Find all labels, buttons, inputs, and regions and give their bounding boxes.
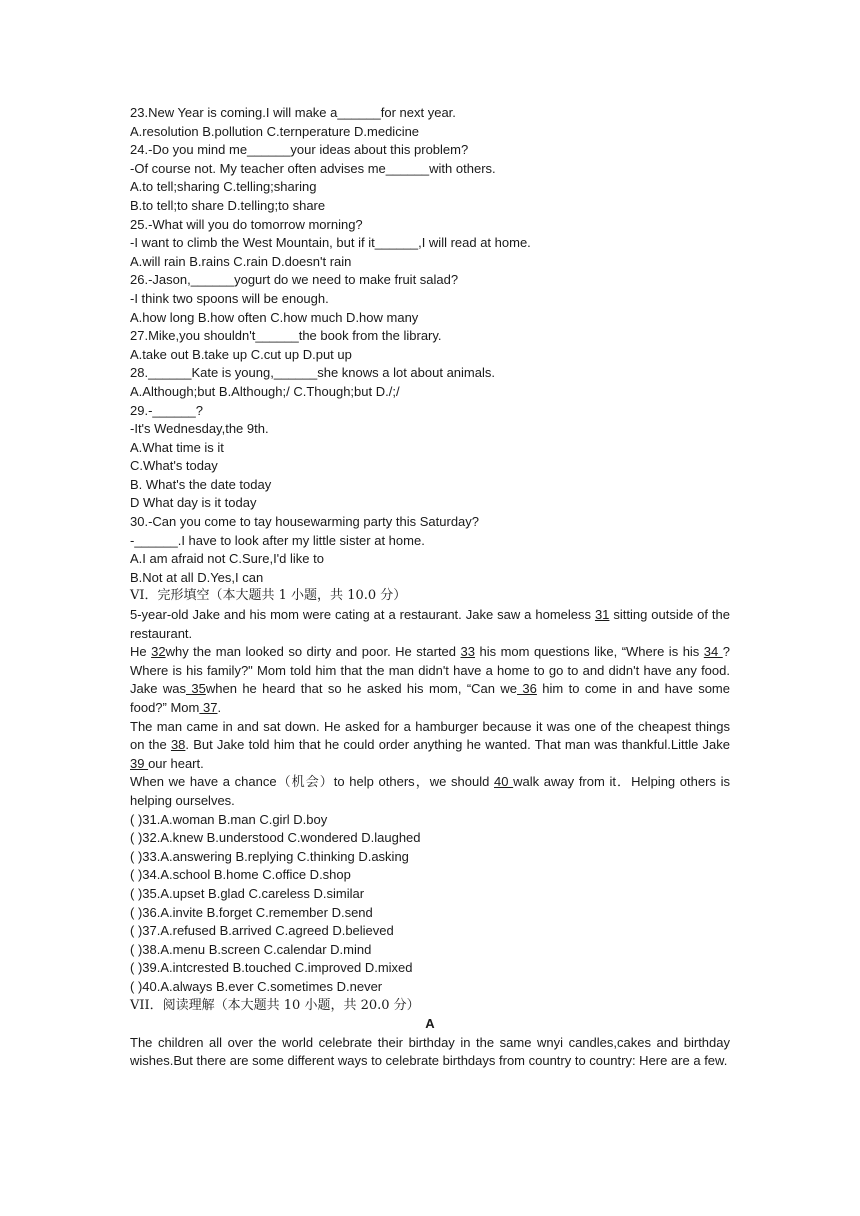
text-line: A.take out B.take up C.cut up D.put up <box>130 346 352 362</box>
text-line: 27.Mike,you shouldn't______the book from the library. <box>130 328 442 344</box>
reading-intro: The children all over the world celebrate their birthday in the same wnyi candles,cakes and birthday wishes.But there are some different ways to celebrate birthdays from country to country: Here are a few. <box>130 1034 730 1069</box>
passage-text: sitting outside of the restaurant. <box>130 607 730 641</box>
passage-text: When we have a chance（机会）to help others，we should <box>130 774 495 790</box>
grammar-questions <box>130 104 730 587</box>
passage-text: 5-year-old Jake and his mom were cating at a restaurant. Jake saw a homeless <box>130 607 595 623</box>
passage-text: when he heard that so he asked his mom, “Can we <box>205 681 518 697</box>
text-line: 29.-______? <box>130 402 204 418</box>
blank-36: 36 <box>517 681 537 697</box>
option-line: ( )36.A.invite B.forget C.remember D.send <box>130 904 373 920</box>
text-line: A.will rain B.rains C.rain D.doesn't rain <box>130 253 352 269</box>
blank-32: 32 <box>151 644 166 660</box>
option-line: ( )39.A.intcrested B.touched C.improved D.mixed <box>130 960 413 976</box>
option-line: ( )34.A.school B.home C.office D.shop <box>130 867 351 883</box>
cloze-paragraph-2 <box>130 643 730 717</box>
passage-text: him to come in and have some food?” Mom <box>130 681 730 715</box>
cloze-paragraph-4 <box>130 773 730 810</box>
option-line: ( )37.A.refused B.arrived C.agreed D.believed <box>130 923 394 939</box>
cloze-paragraph-1 <box>130 606 730 643</box>
text-line: A.What time is it <box>130 439 224 455</box>
passage-text: . But Jake told him that he could order anything he wanted. That man was thankful.Little Jake <box>185 737 730 753</box>
section-heading-cloze: VI．完形填空（本大题共 1 小题，共 10.0 分） <box>130 588 407 604</box>
text-line: 25.-What will you do tomorrow morning? <box>130 216 363 232</box>
section-heading-reading: VII．阅读理解（本大题共 10 小题，共 20.0 分） <box>130 997 420 1013</box>
blank-35: 35 <box>185 681 206 697</box>
option-line: ( )40.A.always B.ever C.sometimes D.never <box>130 978 383 994</box>
text-line: -It's Wednesday,the 9th. <box>130 421 269 437</box>
text-line: 23.New Year is coming.I will make a______for next year. <box>130 105 456 120</box>
passage-text: his mom questions like, “Where is his <box>474 644 704 660</box>
text-line: -______.I have to look after my little sister at home. <box>130 532 425 548</box>
passage-text: He <box>130 644 152 660</box>
blank-38: 38 <box>170 737 186 753</box>
text-line: C.What's today <box>130 458 218 474</box>
cloze-options <box>130 811 730 997</box>
option-line: ( )32.A.knew B.understood C.wondered D.laughed <box>130 830 421 846</box>
option-line: ( )31.A.woman B.man C.girl D.boy <box>130 811 328 827</box>
blank-33: 33 <box>460 644 475 660</box>
text-line: -Of course not. My teacher often advises me______with others. <box>130 160 496 176</box>
cloze-paragraph-3 <box>130 718 730 774</box>
option-line: ( )35.A.upset B.glad C.careless D.similar <box>130 885 365 901</box>
text-line: 26.-Jason,______yogurt do we need to make fruit salad? <box>130 272 459 288</box>
text-line: A.I am afraid not C.Sure,I'd like to <box>130 551 324 567</box>
passage-text: our heart. <box>148 755 204 771</box>
blank-39: 39 <box>130 755 149 771</box>
blank-40: 40 <box>494 774 514 790</box>
passage-text: The man came in and sat down. He asked for a hamburger because it was one of the cheapest things on the <box>130 718 730 753</box>
option-line: ( )33.A.answering B.replying C.thinking D.asking <box>130 848 409 864</box>
text-line: A.Although;but B.Although;/ C.Though;but D./;/ <box>130 383 400 399</box>
passage-text: ?Where is his family?" Mom told him that the man didn't have a home to go to and didn't have any food. Jake was <box>130 644 730 697</box>
text-line: 24.-Do you mind me______your ideas about this problem? <box>130 142 469 158</box>
document-body <box>130 104 730 1071</box>
blank-37: 37 <box>199 700 218 715</box>
text-line: B. What's the date today <box>130 476 272 492</box>
text-line: 30.-Can you come to tay housewarming party this Saturday? <box>130 514 480 530</box>
passage-text: why the man looked so dirty and poor. He started <box>165 644 461 660</box>
passage-text: walk away from it．Helping others is helping ourselves. <box>130 774 730 808</box>
text-line: -I think two spoons will be enough. <box>130 290 329 306</box>
text-line: B.Not at all D.Yes,I can <box>130 569 264 585</box>
blank-31: 31 <box>594 607 610 623</box>
option-line: ( )38.A.menu B.screen C.calendar D.mind <box>130 941 372 957</box>
text-line: A.to tell;sharing C.telling;sharing <box>130 179 317 195</box>
passage-label: A <box>425 1016 435 1032</box>
text-line: -I want to climb the West Mountain, but if it______,I will read at home. <box>130 235 531 251</box>
text-line: A.resolution B.pollution C.ternperature D.medicine <box>130 123 420 139</box>
text-line: A.how long B.how often C.how much D.how many <box>130 309 419 325</box>
text-line: B.to tell;to share D.telling;to share <box>130 197 326 213</box>
blank-34: 34 <box>703 644 723 660</box>
text-line: D What day is it today <box>130 495 257 511</box>
passage-text: . <box>217 700 222 715</box>
text-line: 28.______Kate is young,______she knows a lot about animals. <box>130 365 495 381</box>
